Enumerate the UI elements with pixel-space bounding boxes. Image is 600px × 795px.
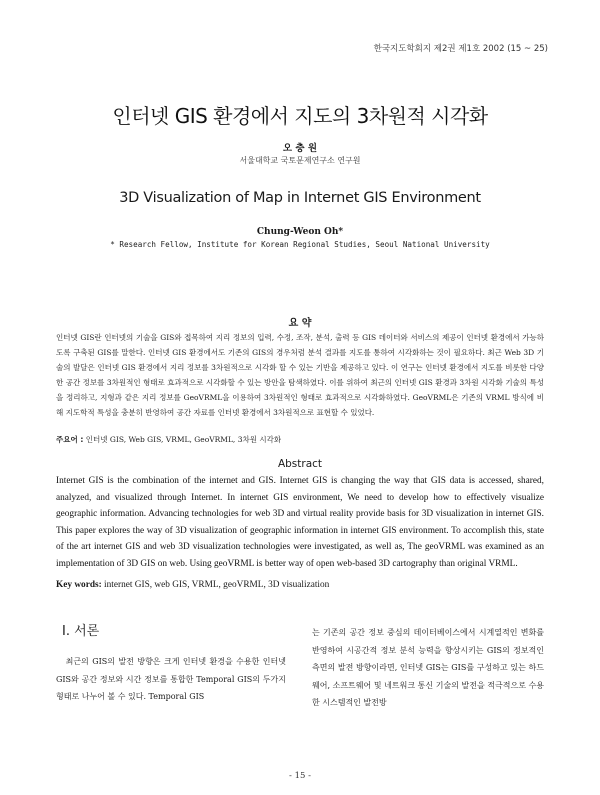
abstract-english-body: Internet GIS is the combination of the internet and GIS. Internet GIS is changing the way that GIS data is accessed, shared, analyzed, and visualized through Internet. In internet GIS environment, We need to develop how to effectively visualize geographic information. Advancing technologies for web 3D and virtual reality provide basis for 3D visualization in internet GIS. This paper explores the way of 3D visualization of geographic information in internet GIS environment. To accomplish this, state of the art internet GIS and web 3D visualization technologies were investigated, as well as, The geoVRML was examined as an implementation of 3D GIS on web. Using geoVRML is better way of open web-based 3D cartography than original VRML. (56, 476, 544, 569)
body-paragraph-right: 는 기존의 공간 정보 중심의 데이터베이스에서 시계열적인 변화를 반영하여 시공간적 정보 분석 능력을 향상시키는 GIS의 정보적인 측면의 발전 방향이라면, 인터넷 GIS는 GIS를 구성하고 있는 하드웨어, 소프트웨어 및 네트워크 통신 기술의 발전을 적극적으로 수용한 시스템적인 발전방 (312, 628, 544, 708)
abstract-korean-body: 인터넷 GIS란 인터넷의 기술을 GIS와 접목하여 지리 정보의 입력, 수정, 조작, 분석, 출력 등 GIS 데이터와 서비스의 제공이 인터넷 환경에서 가능하도록 구축된 GIS를 말한다. 인터넷 GIS 환경에서도 기존의 GIS의 경우처럼 분석 결과를 지도를 통하여 시각화하는 것이 필요하다. 최근 Web 3D 기술의 발달은 인터넷 GIS 환경에서 지리 정보를 3차원적으로 시각화 할 수 있는 기반을 제공하고 있다. 이 연구는 인터넷 환경에서 지도를 비롯한 다양한 공간 정보를 3차원적인 형태로 효과적으로 시각화할 수 있는 방안을 탐색하였다. 이를 위하여 최근의 인터넷 GIS 환경과 3차원 시각화 기술의 특성을 정리하고, 지형과 같은 지리 정보를 GeoVRML을 이용하여 3차원적인 형태로 효과적으로 시각화하였다. GeoVRML은 기존의 VRML 방식에 비해 지도학적 특성을 충분히 반영하여 공간 자료를 인터넷 환경에서 3차원적으로 표현할 수 있었다. (56, 333, 544, 417)
body-column-left (56, 620, 286, 706)
page-number: - 15 - (289, 771, 311, 781)
keywords-english (56, 578, 544, 592)
section-heading-introduction: Ⅰ. 서론 (62, 624, 100, 639)
keywords-english-label: Key words: (56, 580, 102, 590)
title-english: 3D Visualization of Map in Internet GIS Environment (119, 190, 481, 206)
keywords-korean-label: 주요어 : (56, 435, 84, 444)
author-korean: 오 충 원 (282, 143, 318, 154)
title-korean: 인터넷 GIS 환경에서 지도의 3차원적 시각화 (112, 104, 488, 128)
keywords-korean-list: 인터넷 GIS, Web GIS, VRML, GeoVRML, 3차원 시각화 (85, 435, 282, 444)
keywords-korean (56, 433, 544, 447)
abstract-english-heading: Abstract (277, 458, 323, 470)
running-head: 한국지도학회지 제2권 제1호 2002 (15 ~ 25) (373, 44, 548, 54)
body-column-right (312, 624, 544, 712)
affiliation-english: * Research Fellow, Institute for Korean Regional Studies, Seoul National University (110, 240, 490, 249)
affiliation-korean: 서울대학교 국토문제연구소 연구원 (239, 156, 361, 165)
abstract-korean-heading: 요 약 (288, 318, 312, 329)
body-paragraph-left: 최근의 GIS의 발전 방향은 크게 인터넷 환경을 수용한 인터넷 GIS와 공간 정보와 시간 정보를 통합한 Temporal GIS의 두가지 형태로 나누어 볼 수 있다. Temporal GIS (56, 657, 286, 702)
keywords-english-list: internet GIS, web GIS, VRML, geoVRML, 3D visualization (104, 580, 330, 590)
author-english: Chung-Weon Oh* (256, 227, 344, 237)
